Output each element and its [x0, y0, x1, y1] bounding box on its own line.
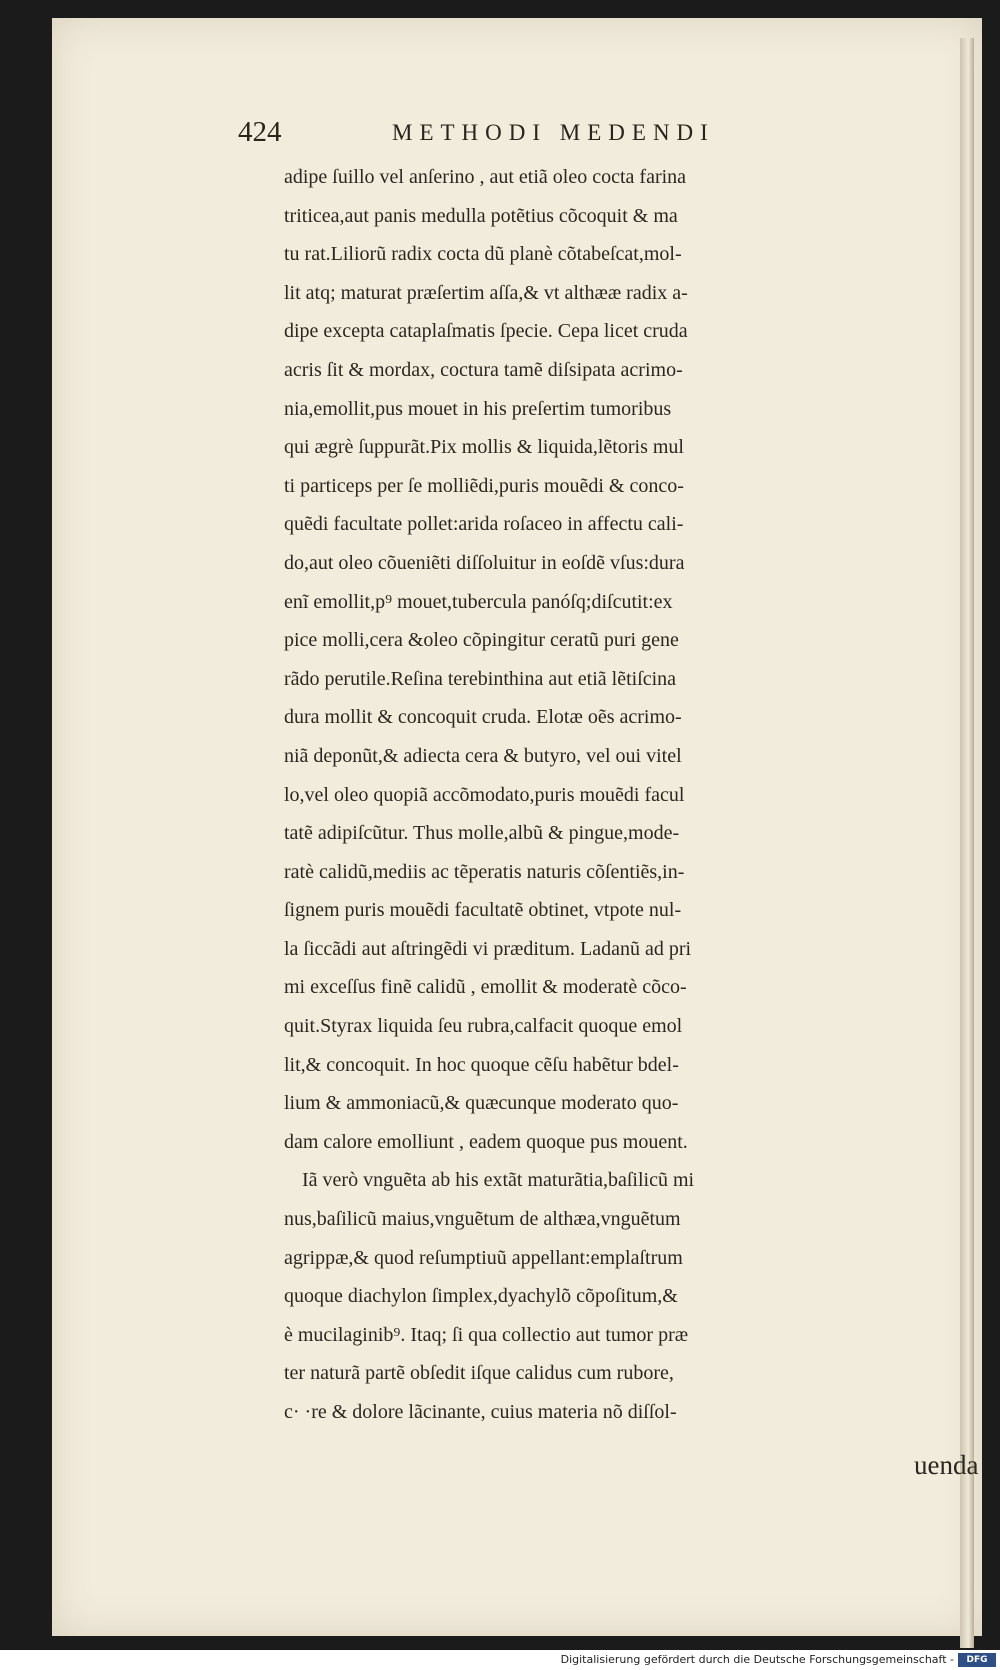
text-line: agrippæ,& quod reſumptiuũ appellant:emplaſtrum: [284, 1246, 683, 1269]
text-line: qui ægrè ſuppurãt.Pix mollis & liquida,lẽtoris mul: [284, 436, 684, 459]
text-line: do,aut oleo cõueniẽti diſſoluitur in eoſdẽ vſus:dura: [284, 551, 685, 574]
running-title: METHODI MEDENDI: [392, 120, 715, 145]
text-line: quẽdi facultate pollet:arida roſaceo in affectu cali-: [284, 513, 684, 536]
text-line: lium & ammoniacũ,& quæcunque moderato quo-: [284, 1092, 679, 1115]
footer-credit: Digitalisierung gefördert durch die Deutsche Forschungsgemeinschaft -: [560, 1653, 954, 1666]
text-line: dam calore emolliunt , eadem quoque pus mouent.: [284, 1130, 688, 1153]
text-line: mi exceſſus finẽ calidũ , emollit & moderatè cõco-: [284, 976, 687, 999]
text-line: tu rat.Liliorũ radix cocta dũ planè cõtabeſcat,mol-: [284, 243, 682, 266]
text-line: acris ſit & mordax, coctura tamẽ diſsipata acrimo-: [284, 358, 683, 381]
text-line: ti particeps per ſe molliẽdi,puris mouẽdi & conco-: [284, 474, 684, 497]
text-line: tatẽ adipiſcũtur. Thus molle,albũ & pingue,mode-: [284, 822, 680, 845]
text-line: quoque diachylon ſimplex,dyachylõ cõpoſitum,&: [284, 1285, 678, 1308]
text-line: rãdo perutile.Reſina terebinthina aut etiã lẽtiſcina: [284, 667, 677, 690]
book-page: [52, 18, 982, 1636]
text-line: la ſiccãdi aut aſtringẽdi vi præditum. Ladanũ ad pri: [284, 937, 692, 960]
text-line: lit,& concoquit. In hoc quoque cẽſu habẽtur bdel-: [284, 1053, 679, 1076]
text-line: nia,emollit,pus mouet in his preſertim tumoribus: [284, 397, 672, 420]
text-line: ratè calidũ,mediis ac tẽperatis naturis cõſentiẽs,in-: [284, 860, 685, 883]
text-line: dura mollit & concoquit cruda. Elotæ oẽs acrimo-: [284, 706, 682, 729]
text-line: Iã verò vnguẽta ab his extãt maturãtia,baſilicũ mi: [302, 1169, 695, 1192]
text-line: ſignem puris mouẽdi facultatẽ obtinet, vtpote nul-: [284, 899, 682, 922]
page-header: [238, 116, 938, 150]
text-line: triticea,aut panis medulla potẽtius cõcoquit & ma: [284, 204, 678, 227]
text-line: è mucilaginib⁹. Itaq; ſi qua collectio aut tumor præ: [284, 1323, 689, 1346]
page-number: 424: [238, 116, 282, 148]
catchword: uenda: [914, 1450, 979, 1480]
text-line: nus,baſilicũ maius,vnguẽtum de althæa,vnguẽtum: [284, 1208, 681, 1231]
text-line: pice molli,cera &oleo cõpingitur ceratũ puri gene: [284, 629, 679, 652]
text-line: dipe excepta cataplaſmatis ſpecie. Cepa licet cruda: [284, 320, 688, 343]
text-line: niã deponũt,& adiecta cera & butyro, vel oui vitel: [284, 744, 682, 767]
text-line: quit.Styrax liquida ſeu rubra,calfacit quoque emol: [284, 1015, 683, 1038]
text-line: adipe ſuillo vel anſerino , aut etiã oleo cocta farina: [284, 166, 687, 188]
text-line: lit atq; maturat præſertim aſſa,& vt althææ radix a-: [284, 281, 688, 304]
dfg-logo: DFG: [958, 1653, 996, 1667]
body-text: [284, 158, 1000, 1432]
text-line: lo,vel oleo quopiã accõmodato,puris mouẽdi facul: [284, 783, 685, 806]
digitization-footer: [0, 1650, 1000, 1670]
text-line: c· ·re & dolore lãcinante, cuius materia nõ diſſol-: [284, 1401, 677, 1423]
text-line: ter naturã partẽ obſedit iſque calidus cum rubore,: [284, 1362, 674, 1385]
text-line: enĩ emollit,p⁹ mouet,tubercula panóſq;diſcutit:ex: [284, 590, 673, 613]
